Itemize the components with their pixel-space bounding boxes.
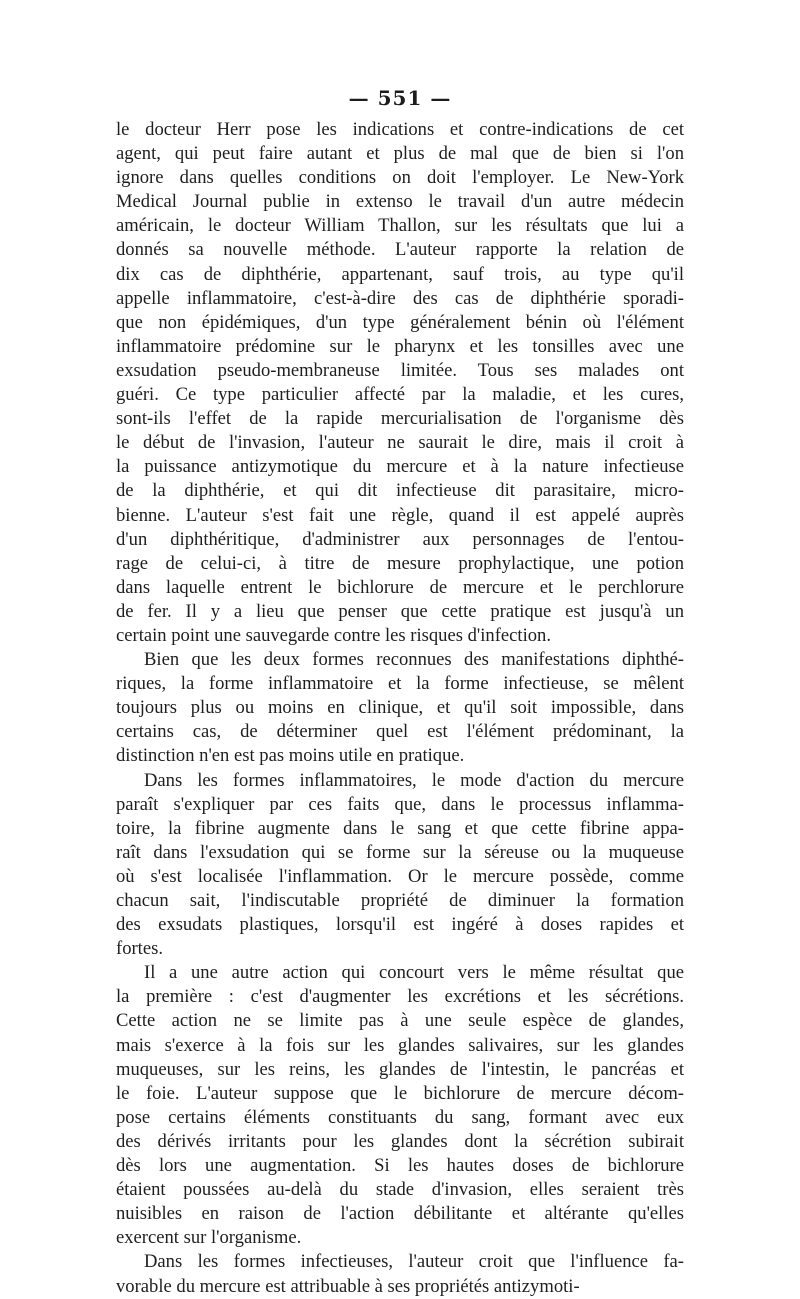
body-text (116, 118, 684, 1299)
text-line: paraît s'expliquer par ces faits que, dans le processus inflamma- (116, 793, 684, 815)
text-line: sont-ils l'effet de la rapide mercurialisation de l'organisme dès (116, 408, 684, 430)
text-line: rage de celui-ci, à titre de mesure prophylactique, une potion (116, 552, 684, 574)
text-line: Dans les formes inflammatoires, le mode d'action du mercure (144, 769, 684, 791)
text-line: ignore dans quelles conditions on doit l'employer. Le New-York (116, 167, 684, 189)
text-line: distinction n'en est pas moins utile en pratique. (116, 745, 465, 767)
text-line: dès lors une augmentation. Si les hautes doses de bichlorure (116, 1155, 684, 1177)
text-line: agent, qui peut faire autant et plus de mal que de bien si l'on (116, 143, 684, 165)
text-line: américain, le docteur William Thallon, sur les résultats que lui a (116, 215, 684, 237)
text-line: raît dans l'exsudation qui se forme sur la séreuse ou la muqueuse (116, 841, 684, 863)
text-line: où s'est localisée l'inflammation. Or le mercure possède, comme (116, 865, 684, 887)
text-line: certains cas, de déterminer quel est l'élément prédominant, la (116, 721, 684, 743)
text-line: mais s'exerce à la fois sur les glandes salivaires, sur les glandes (116, 1034, 684, 1056)
text-line: fortes. (116, 938, 163, 960)
text-line: de la diphthérie, et qui dit infectieuse dit parasitaire, micro- (116, 480, 684, 502)
text-line: la puissance antizymotique du mercure et à la nature infectieuse (116, 456, 684, 478)
paragraph (116, 1250, 684, 1298)
text-line: Medical Journal publie in extenso le travail d'un autre médecin (116, 191, 684, 213)
text-line: Bien que les deux formes reconnues des manifestations diphthé- (144, 649, 684, 671)
text-line: étaient poussées au-delà du stade d'invasion, elles seraient très (116, 1179, 684, 1201)
paragraph (116, 961, 684, 1250)
text-line: nuisibles en raison de l'action débilitante et altérante qu'elles (116, 1203, 684, 1225)
text-line: donnés sa nouvelle méthode. L'auteur rapporte la relation de (116, 239, 684, 261)
text-line: dans laquelle entrent le bichlorure de mercure et le perchlorure (116, 576, 684, 598)
text-line: de fer. Il y a lieu que penser que cette pratique est jusqu'à un (116, 600, 684, 622)
text-line: le docteur Herr pose les indications et contre-indications de cet (116, 119, 684, 140)
text-line: que non épidémiques, d'un type généralement bénin où l'élément (116, 311, 684, 333)
text-line: riques, la forme inflammatoire et la forme infectieuse, se mêlent (116, 673, 684, 695)
text-line: inflammatoire prédomine sur le pharynx et les tonsilles avec une (116, 335, 684, 357)
page-number: — 551 — (348, 86, 452, 110)
text-line: exsudation pseudo-membraneuse limitée. Tous ses malades ont (116, 359, 684, 381)
text-line: toire, la fibrine augmente dans le sang et que cette fibrine appa- (116, 817, 684, 839)
text-line: le début de l'invasion, l'auteur ne saurait le dire, mais il croit à (116, 432, 684, 454)
text-line: Dans les formes infectieuses, l'auteur croit que l'influence fa- (144, 1251, 684, 1273)
paragraph (116, 118, 684, 648)
text-line: guéri. Ce type particulier affecté par la maladie, et les cures, (116, 384, 684, 406)
text-line: certain point une sauvegarde contre les risques d'infection. (116, 624, 551, 646)
text-line: le foie. L'auteur suppose que le bichlorure de mercure décom- (116, 1082, 684, 1104)
text-line: pose certains éléments constituants du sang, formant avec eux (116, 1106, 684, 1128)
text-line: toujours plus ou moins en clinique, et qu'il soit impossible, dans (116, 697, 684, 719)
text-line: appelle inflammatoire, c'est-à-dire des cas de diphthérie sporadi- (116, 287, 684, 309)
text-line: des exsudats plastiques, lorsqu'il est ingéré à doses rapides et (116, 914, 684, 936)
text-line: muqueuses, sur les reins, les glandes de l'intestin, le pancréas et (116, 1058, 684, 1080)
paragraph (116, 648, 684, 768)
text-line: bienne. L'auteur s'est fait une règle, quand il est appelé auprès (116, 504, 684, 526)
text-line: exercent sur l'organisme. (116, 1227, 302, 1249)
text-line: d'un diphthéritique, d'administrer aux personnages de l'entou- (116, 528, 684, 550)
paragraph (116, 769, 684, 962)
text-line: vorable du mercure est attribuable à ses propriétés antizymoti- (116, 1275, 580, 1297)
text-line: dix cas de diphthérie, appartenant, sauf trois, au type qu'il (116, 263, 684, 285)
text-line: Il a une autre action qui concourt vers le même résultat que (144, 962, 684, 984)
text-line: chacun sait, l'indiscutable propriété de diminuer la formation (116, 890, 684, 911)
text-line: Cette action ne se limite pas à une seule espèce de glandes, (116, 1010, 684, 1032)
text-line: des dérivés irritants pour les glandes dont la sécrétion subirait (116, 1130, 684, 1152)
text-line: la première : c'est d'augmenter les excrétions et les sécrétions. (116, 986, 684, 1008)
